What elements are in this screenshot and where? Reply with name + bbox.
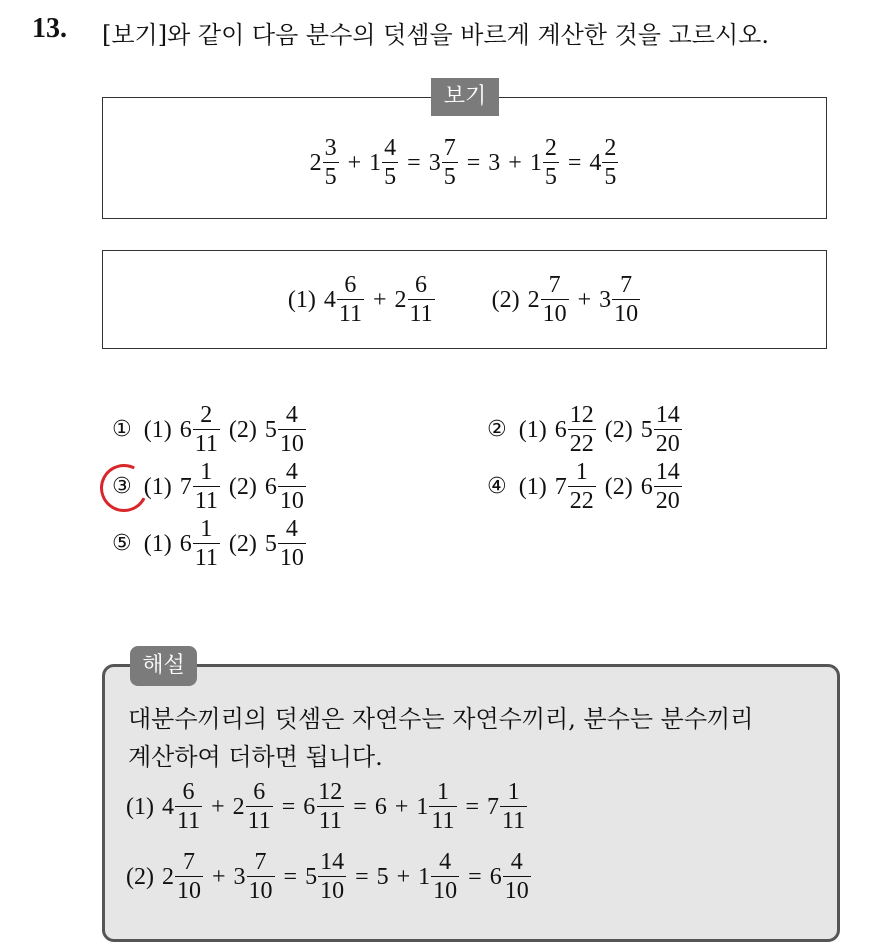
- denominator: 10: [433, 878, 458, 904]
- plus-sign: +: [347, 149, 362, 176]
- whole: 2: [309, 149, 322, 176]
- numerator: 14: [655, 402, 680, 428]
- choice-1[interactable]: [112, 403, 307, 456]
- whole: 1: [529, 149, 542, 176]
- fraction: [408, 273, 435, 326]
- equals-sign: =: [466, 149, 481, 176]
- part-label: (1): [518, 416, 547, 443]
- fraction: [543, 136, 559, 189]
- denominator: 10: [614, 301, 639, 327]
- fraction: [503, 850, 531, 903]
- equals-sign: =: [465, 793, 480, 820]
- fraction: [429, 780, 456, 833]
- whole: 2: [527, 286, 540, 313]
- numerator: 14: [655, 459, 680, 485]
- denominator: 5: [544, 164, 557, 190]
- fraction: [382, 136, 398, 189]
- whole: 3: [488, 149, 501, 176]
- denominator: 5: [324, 164, 337, 190]
- fraction: [568, 403, 596, 456]
- plus-sign: +: [394, 793, 409, 820]
- part-label: (1): [143, 473, 172, 500]
- whole: 1: [418, 863, 431, 890]
- equals-sign: =: [355, 863, 369, 890]
- denominator: 11: [431, 808, 455, 834]
- numerator: 6: [182, 779, 195, 805]
- numerator: 3: [324, 135, 337, 161]
- problem-1: [288, 273, 436, 326]
- part-label: (2): [604, 416, 633, 443]
- explanation-line-1: 대분수끼리의 덧셈은 자연수는 자연수끼리, 분수는 분수끼리: [128, 705, 754, 733]
- denominator: 11: [194, 545, 218, 571]
- part-label: (1): [143, 416, 172, 443]
- numerator: 4: [439, 849, 452, 875]
- part-label: (2): [228, 530, 257, 557]
- denominator: 11: [194, 431, 218, 457]
- problem-label: (2): [491, 286, 520, 313]
- denominator: 10: [176, 878, 201, 904]
- equals-sign: =: [283, 863, 298, 890]
- plus-sign: +: [372, 286, 387, 313]
- numerator: 1: [575, 459, 588, 485]
- numerator: 1: [507, 779, 520, 805]
- fraction: [278, 460, 306, 513]
- denominator: 5: [443, 164, 456, 190]
- choice-marker: ④: [487, 474, 507, 499]
- numerator: 14: [320, 849, 345, 875]
- numerator: 4: [510, 849, 523, 875]
- denominator: 10: [279, 431, 304, 457]
- denominator: 5: [384, 164, 397, 190]
- whole: 4: [589, 149, 602, 176]
- part-label: (2): [228, 473, 257, 500]
- numerator: 2: [200, 402, 213, 428]
- whole: 2: [232, 793, 245, 820]
- fraction: [500, 780, 527, 833]
- whole: 2: [394, 286, 407, 313]
- choice-2[interactable]: [487, 403, 683, 456]
- whole: 6: [179, 416, 192, 443]
- plus-sign: +: [577, 286, 592, 313]
- denominator: 11: [176, 808, 201, 834]
- numerator: 2: [604, 135, 617, 161]
- plus-sign: +: [211, 793, 225, 820]
- numerator: 1: [436, 779, 449, 805]
- denominator: 20: [655, 488, 680, 514]
- whole: 6: [264, 473, 277, 500]
- numerator: 7: [254, 849, 267, 875]
- denominator: 10: [542, 301, 567, 327]
- numerator: 6: [344, 272, 357, 298]
- plus-sign: +: [396, 863, 411, 890]
- denominator: 10: [279, 488, 304, 514]
- denominator: 10: [320, 878, 345, 904]
- numerator: 7: [182, 849, 195, 875]
- choice-marker: ①: [112, 417, 132, 442]
- denominator: 5: [604, 164, 617, 190]
- numerator: 7: [548, 272, 561, 298]
- whole: 5: [376, 863, 389, 890]
- whole: 7: [179, 473, 192, 500]
- denominator: 11: [502, 808, 526, 834]
- part-label: (1): [518, 473, 547, 500]
- equals-sign: =: [567, 149, 582, 176]
- part-label: (1): [126, 793, 154, 820]
- choice-marker: ③: [112, 474, 132, 499]
- part-label: (2): [126, 863, 154, 890]
- denominator: 11: [318, 808, 342, 834]
- whole: 3: [233, 863, 246, 890]
- fraction: [654, 403, 682, 456]
- equals-sign: =: [407, 149, 421, 176]
- solution-1: [126, 780, 528, 833]
- problem-expressions: [103, 273, 826, 326]
- fraction: [193, 460, 220, 513]
- fraction: [602, 136, 618, 189]
- whole: 6: [640, 473, 653, 500]
- fraction: [323, 136, 339, 189]
- whole: 4: [323, 286, 336, 313]
- question-number: 13.: [32, 13, 67, 44]
- numerator: 7: [620, 272, 633, 298]
- choice-marker: ⑤: [112, 531, 132, 556]
- whole: 5: [264, 530, 277, 557]
- denominator: 11: [247, 808, 271, 834]
- equals-sign: =: [468, 863, 482, 890]
- whole: 1: [369, 149, 382, 176]
- example-label: 보기: [431, 78, 499, 116]
- fraction: [316, 780, 344, 833]
- numerator: 12: [318, 779, 343, 805]
- fraction: [431, 850, 459, 903]
- fraction: [541, 273, 569, 326]
- numerator: 4: [384, 135, 397, 161]
- whole: 5: [305, 863, 318, 890]
- numerator: 1: [200, 459, 213, 485]
- whole: 5: [264, 416, 277, 443]
- whole: 6: [374, 793, 387, 820]
- whole: 6: [303, 793, 316, 820]
- explanation-text: [128, 700, 753, 776]
- whole: 7: [554, 473, 567, 500]
- question-text: [보기]와 같이 다음 분수의 덧셈을 바르게 계산한 것을 고르시오.: [102, 21, 769, 49]
- fraction: [246, 780, 273, 833]
- example-expression: [103, 136, 826, 189]
- whole: 7: [487, 793, 500, 820]
- fraction: [278, 517, 306, 570]
- denominator: 10: [504, 878, 529, 904]
- fraction: [175, 850, 203, 903]
- numerator: 4: [285, 459, 298, 485]
- explanation-line-2: 계산하여 더하면 됩니다.: [128, 743, 383, 771]
- fraction: [654, 460, 682, 513]
- denominator: 11: [338, 301, 362, 327]
- choice-marker: ②: [487, 417, 507, 442]
- fraction: [318, 850, 346, 903]
- denominator: 22: [569, 431, 594, 457]
- whole: 3: [599, 286, 612, 313]
- denominator: 11: [409, 301, 433, 327]
- whole: 1: [416, 793, 429, 820]
- fraction: [612, 273, 640, 326]
- fraction: [193, 403, 220, 456]
- denominator: 10: [279, 545, 304, 571]
- choice-4[interactable]: [487, 460, 683, 513]
- solution-2: [126, 850, 532, 903]
- denominator: 22: [569, 488, 594, 514]
- whole: 5: [640, 416, 653, 443]
- denominator: 11: [194, 488, 218, 514]
- fraction: [278, 403, 306, 456]
- problem-label: (1): [287, 286, 316, 313]
- numerator: 1: [200, 516, 213, 542]
- fraction: [247, 850, 275, 903]
- explanation-label: 해설: [130, 646, 197, 686]
- denominator: 20: [655, 431, 680, 457]
- denominator: 10: [248, 878, 273, 904]
- fraction: [568, 460, 596, 513]
- fraction: [337, 273, 364, 326]
- choice-5[interactable]: [112, 517, 307, 570]
- numerator: 6: [415, 272, 428, 298]
- part-label: (2): [604, 473, 633, 500]
- plus-sign: +: [508, 149, 522, 176]
- numerator: 4: [285, 402, 298, 428]
- fraction: [193, 517, 220, 570]
- fraction: [175, 780, 202, 833]
- equals-sign: =: [281, 793, 296, 820]
- whole: 2: [161, 863, 174, 890]
- plus-sign: +: [211, 863, 226, 890]
- whole: 6: [489, 863, 502, 890]
- whole: 3: [428, 149, 441, 176]
- problem-2: [492, 273, 642, 326]
- numerator: 12: [569, 402, 594, 428]
- whole: 6: [179, 530, 192, 557]
- whole: 4: [161, 793, 174, 820]
- numerator: 7: [443, 135, 456, 161]
- part-label: (1): [143, 530, 172, 557]
- whole: 6: [554, 416, 567, 443]
- numerator: 2: [544, 135, 557, 161]
- part-label: (2): [228, 416, 257, 443]
- equals-sign: =: [353, 793, 367, 820]
- numerator: 4: [285, 516, 298, 542]
- problem-box: [102, 250, 827, 349]
- fraction: [442, 136, 458, 189]
- numerator: 6: [253, 779, 266, 805]
